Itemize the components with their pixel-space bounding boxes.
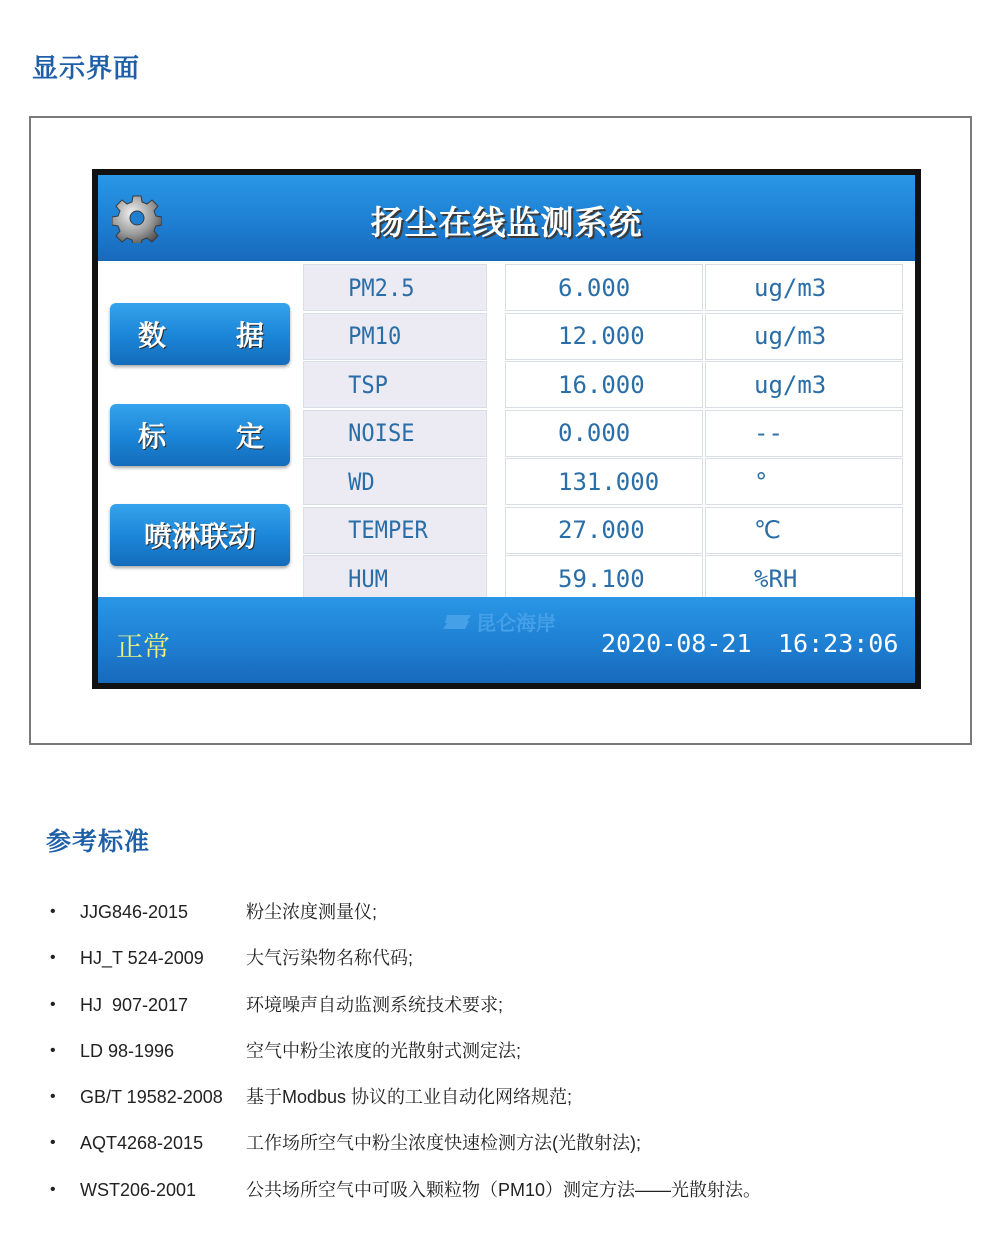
standard-code: LD 98-1996	[80, 1040, 175, 1061]
list-item	[50, 991, 950, 1037]
screen-header	[98, 175, 915, 261]
param-name: TSP	[303, 361, 487, 408]
param-name: NOISE	[303, 410, 487, 457]
param-unit: ug/m3	[705, 264, 903, 311]
standard-desc: 粉尘浓度测量仪;	[246, 902, 378, 922]
standard-code: AQT4268-2015	[80, 1133, 204, 1154]
standards-list	[50, 898, 950, 1222]
param-name: TEMPER	[303, 507, 487, 554]
param-name: PM10	[303, 313, 487, 360]
brand-logo-icon	[443, 612, 473, 632]
calibrate-button-label-2: 定	[235, 420, 264, 453]
table-row	[303, 555, 903, 602]
calibrate-button[interactable]	[110, 404, 290, 466]
standard-code: GB/T 19582-2008	[80, 1087, 223, 1108]
param-name: PM2.5	[303, 264, 487, 311]
param-unit: ug/m3	[705, 361, 903, 408]
section-title-display: 显示界面	[32, 54, 141, 84]
bullet-icon: •	[50, 949, 56, 967]
standard-desc: 环境噪声自动监测系统技术要求;	[246, 994, 503, 1015]
param-value: 12.000	[505, 313, 703, 360]
param-unit: ug/m3	[705, 313, 903, 360]
brand-logo-text: 昆仑海岸	[476, 611, 556, 635]
table-row	[303, 410, 903, 457]
measurement-table	[303, 264, 903, 604]
date-readout: 2020-08-21	[601, 629, 752, 658]
list-item	[50, 1129, 950, 1175]
section-title-standards: 参考标准	[46, 827, 151, 856]
screen-footer	[98, 597, 915, 683]
bullet-icon: •	[50, 995, 56, 1013]
list-item	[50, 944, 950, 990]
standard-desc: 基于Modbus 协议的工业自动化网络规范;	[246, 1087, 573, 1108]
standard-code: HJ 907-2017	[80, 994, 189, 1015]
param-unit: %RH	[705, 555, 903, 602]
spray-linkage-label: 喷淋联动	[143, 520, 256, 553]
bullet-icon: •	[50, 1088, 56, 1106]
brand-logo	[443, 607, 556, 636]
standard-desc: 公共场所空气中可吸入颗粒物（PM10）测定方法——光散射法。	[246, 1179, 762, 1200]
standard-code: HJ_T 524-2009	[80, 948, 204, 969]
param-name: WD	[303, 458, 487, 505]
hmi-screen	[92, 169, 921, 689]
status-text: 正常	[116, 632, 170, 663]
param-value: 27.000	[505, 507, 703, 554]
calibrate-button-label-1: 标	[138, 420, 167, 453]
table-row	[303, 361, 903, 408]
param-unit: °	[705, 458, 903, 505]
table-row	[303, 313, 903, 360]
table-row	[303, 458, 903, 505]
param-value: 59.100	[505, 555, 703, 602]
param-value: 0.000	[505, 410, 703, 457]
bullet-icon: •	[50, 903, 56, 920]
list-item	[50, 1083, 950, 1129]
time-readout: 16:23:06	[778, 629, 899, 658]
param-value: 6.000	[505, 264, 703, 311]
list-item	[50, 1037, 950, 1083]
list-item	[50, 1176, 950, 1222]
table-row	[303, 264, 903, 311]
param-value: 131.000	[505, 458, 703, 505]
bullet-icon: •	[50, 1180, 56, 1198]
spray-linkage-button[interactable]	[110, 504, 290, 566]
bullet-icon: •	[50, 1134, 56, 1152]
standard-desc: 空气中粉尘浓度的光散射式测定法;	[246, 1040, 521, 1061]
bullet-icon: •	[50, 1041, 56, 1059]
param-name: HUM	[303, 555, 487, 602]
screen-title: 扬尘在线监测系统	[370, 203, 643, 242]
standard-code: JJG846-2015	[80, 902, 189, 922]
table-row	[303, 507, 903, 554]
param-value: 16.000	[505, 361, 703, 408]
data-button[interactable]	[110, 303, 290, 365]
list-item	[50, 898, 950, 944]
data-button-label-1: 数	[138, 319, 167, 352]
standard-desc: 大气污染物名称代码;	[246, 948, 414, 969]
data-button-label-2: 据	[235, 319, 264, 352]
param-unit: ℃	[705, 507, 903, 554]
param-unit: --	[705, 410, 903, 457]
standard-code: WST206-2001	[80, 1179, 197, 1200]
standard-desc: 工作场所空气中粉尘浓度快速检测方法(光散射法);	[246, 1133, 641, 1154]
